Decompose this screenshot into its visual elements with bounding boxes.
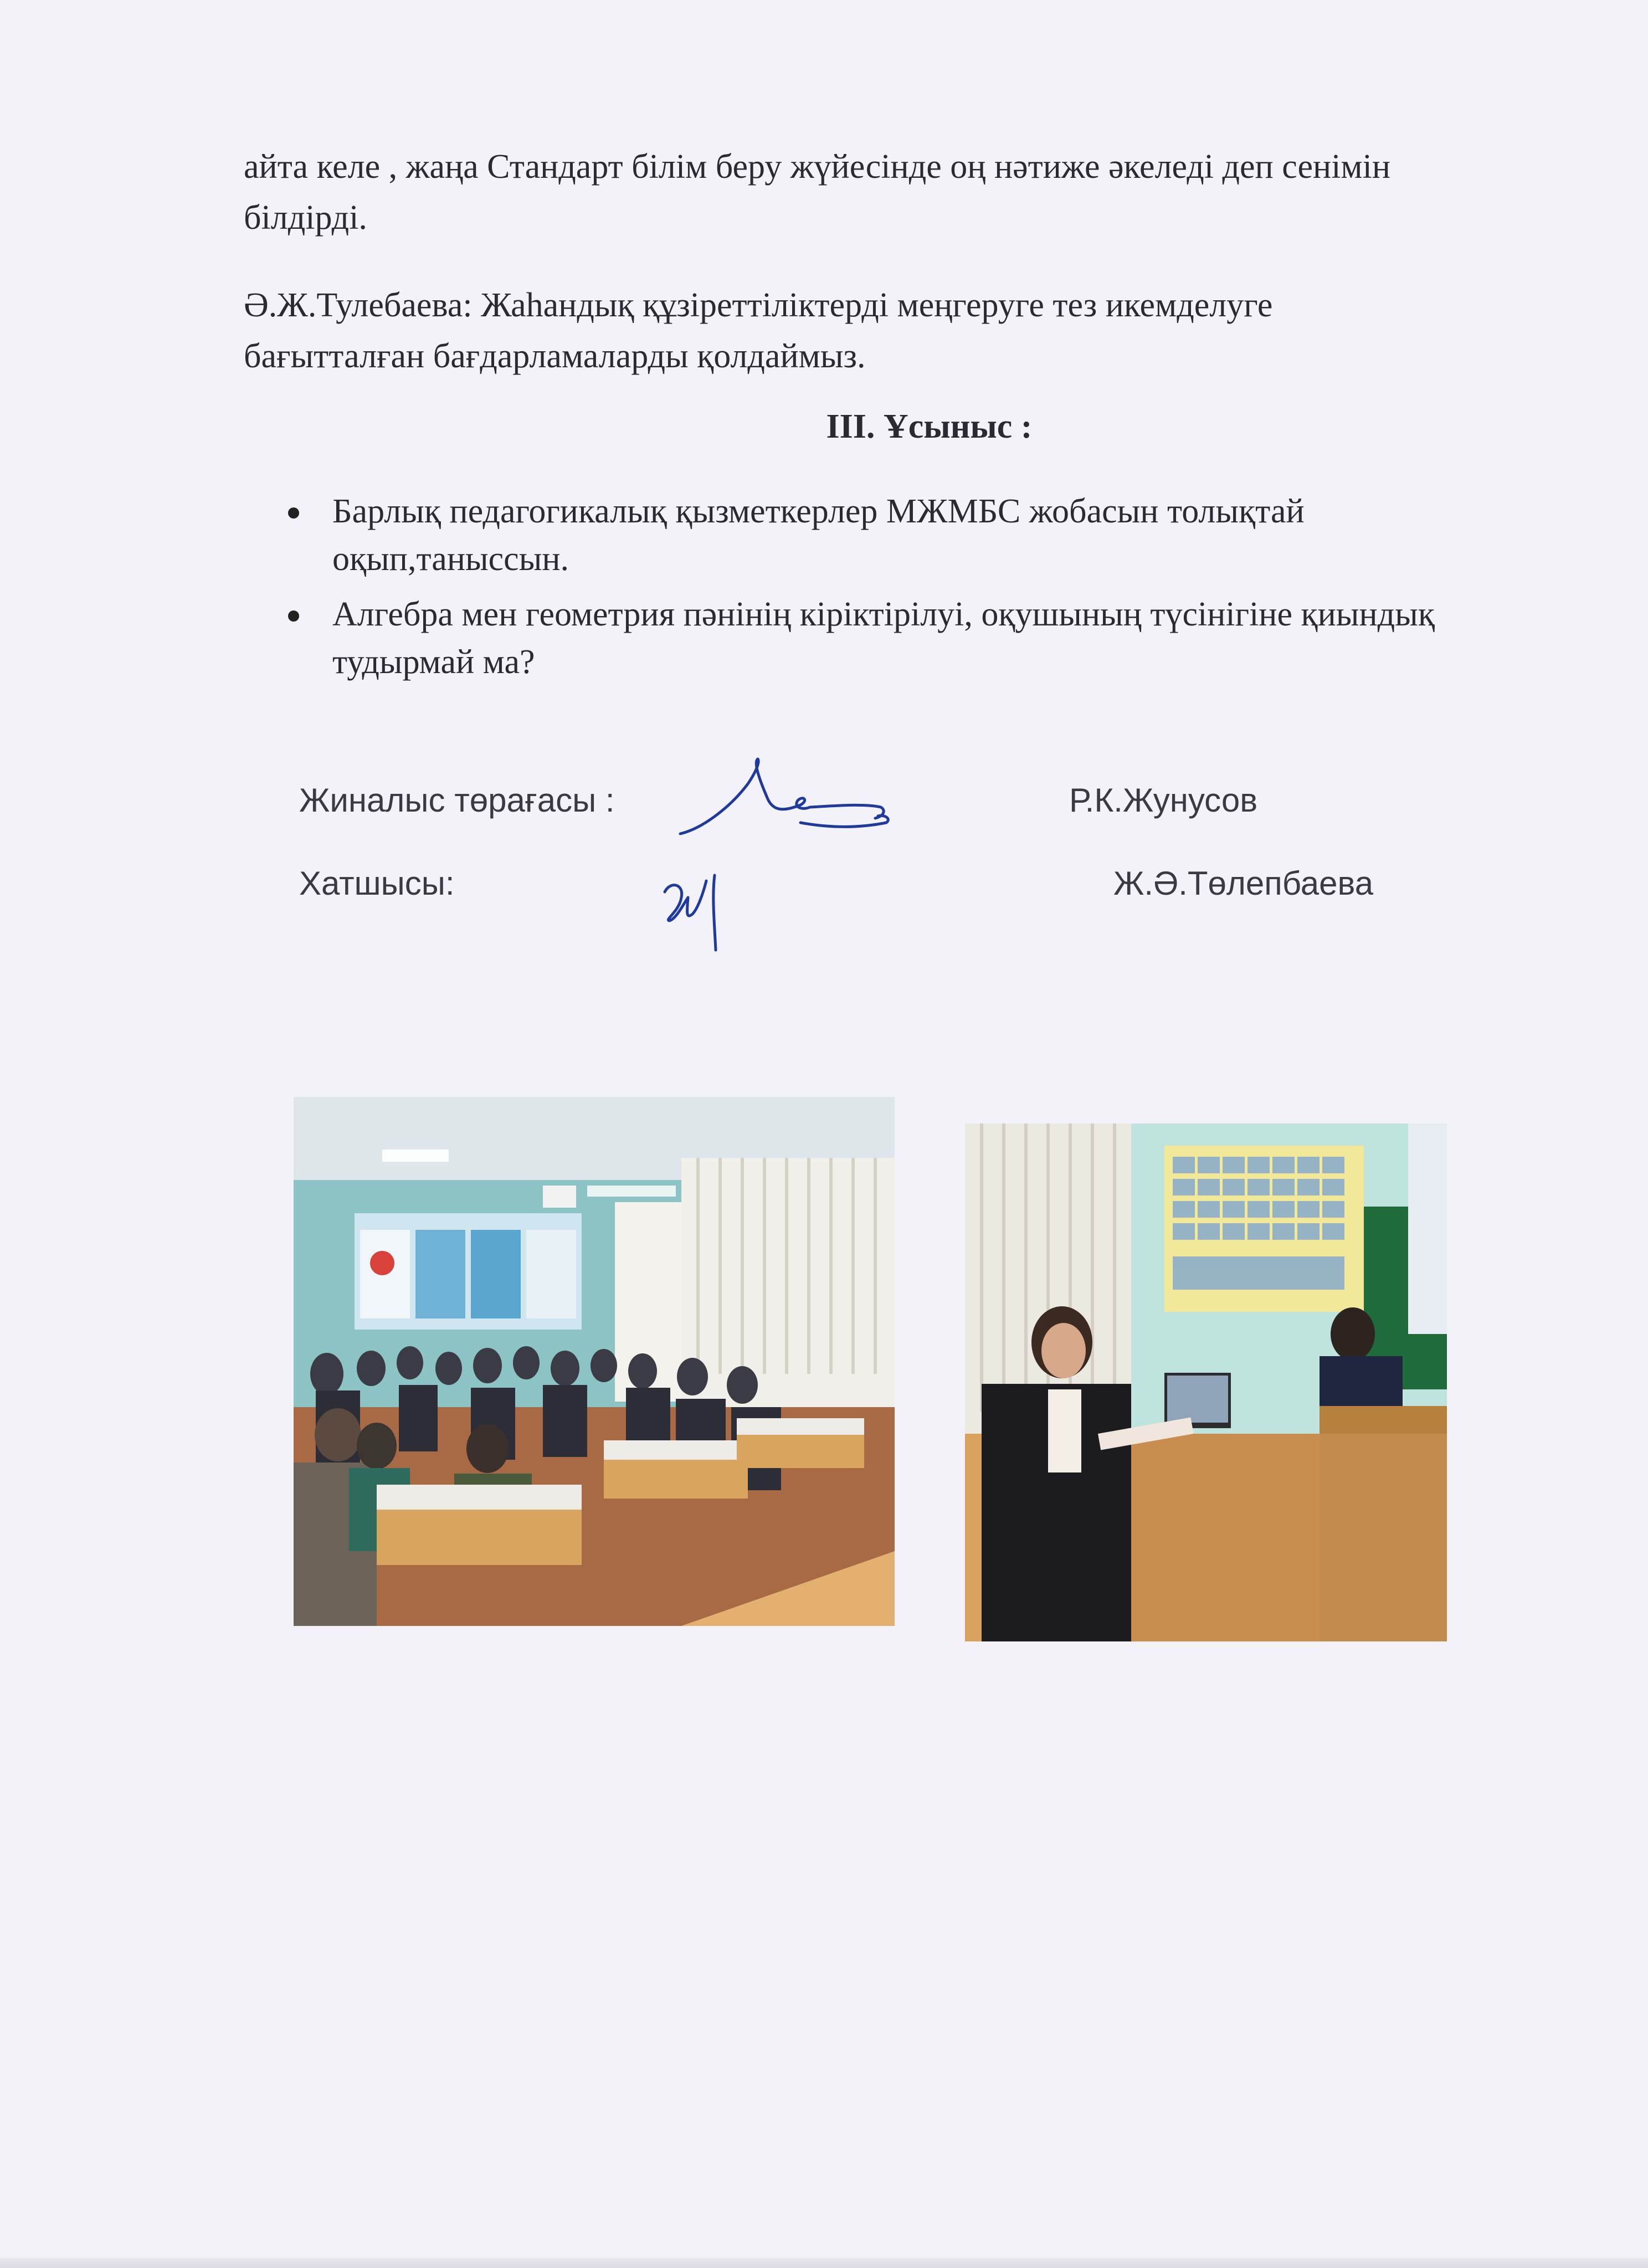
presenter-at-lectern-photo bbox=[965, 1123, 1447, 1641]
classroom-meeting-photo bbox=[294, 1097, 895, 1626]
proposal-text: Барлық педагогикалық қызметкерлер МЖМБС жобасын толықтай оқып,таныссын. bbox=[332, 492, 1305, 578]
secretary-signature-icon bbox=[654, 859, 742, 958]
list-item bbox=[288, 488, 1457, 583]
chair-signature-icon bbox=[665, 745, 897, 856]
proposal-list bbox=[288, 488, 1457, 694]
section-title-proposal: III. Ұсыныс : bbox=[826, 408, 1033, 445]
bullet-icon bbox=[288, 610, 299, 622]
proposal-text: Алгебра мен геометрия пәнінің кіріктірілуі, оқушының түсінігіне қиындық тудырмай ма? bbox=[332, 596, 1435, 681]
paragraph-tulebaeva-statement: Ә.Ж.Тулебаева: Жаһандық құзіреттіліктерді меңгеруге тез икемделуге бағытталған бағдарламаларды қолдаймыз. bbox=[244, 286, 1273, 375]
scan-edge bbox=[0, 2258, 1648, 2268]
secretary-signature-row bbox=[299, 864, 1407, 920]
chair-name: Р.К.Жунусов bbox=[1069, 782, 1258, 819]
bullet-icon bbox=[288, 507, 299, 519]
paragraph-conclusion: айта келе , жаңа Стандарт білім беру жүйесінде оң нәтиже әкеледі деп сенімін білдірді. bbox=[244, 148, 1391, 237]
secretary-label: Хатшысы: bbox=[299, 865, 455, 902]
secretary-name: Ж.Ә.Төлепбаева bbox=[1113, 865, 1374, 902]
list-item bbox=[288, 591, 1457, 686]
chair-label: Жиналыс төрағасы : bbox=[299, 782, 615, 819]
